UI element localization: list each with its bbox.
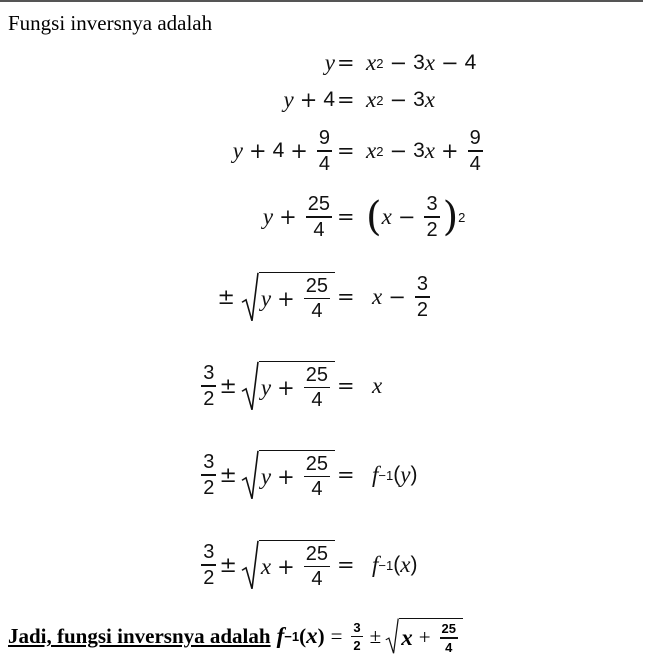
plus: + — [279, 205, 297, 229]
left-paren: ( — [366, 194, 382, 240]
equals-sign: = — [337, 139, 355, 163]
exponent: 2 — [458, 209, 466, 225]
fraction — [201, 541, 216, 589]
rhs — [372, 462, 417, 488]
fraction-bar — [317, 150, 332, 152]
numerator: 25 — [305, 452, 328, 475]
var-x: x — [366, 87, 377, 112]
coef: 3 — [413, 51, 425, 74]
fraction — [468, 127, 483, 175]
square-root — [385, 618, 463, 655]
numerator: 3 — [416, 273, 428, 296]
plus: + — [290, 139, 308, 163]
right-paren: ) — [410, 463, 418, 486]
fraction-bar — [351, 636, 362, 638]
lhs — [233, 127, 335, 175]
var-x: x — [400, 552, 411, 577]
plus: + — [277, 464, 295, 489]
equals-sign: = — [330, 623, 343, 648]
fraction-bar — [304, 476, 330, 478]
plus-minus: ± — [219, 553, 237, 577]
equals-sign: = — [337, 88, 355, 112]
numerator: 3 — [203, 541, 215, 564]
lhs — [211, 272, 335, 323]
equation-step-4 — [0, 187, 643, 247]
lhs — [263, 193, 335, 241]
inverse-exponent: −1 — [378, 467, 394, 483]
var-y: y — [260, 285, 272, 311]
fraction — [304, 453, 330, 501]
numerator: 25 — [305, 542, 328, 565]
left-paren: ( — [393, 553, 401, 576]
denominator: 4 — [311, 478, 323, 501]
numerator: 9 — [469, 127, 481, 150]
fraction — [440, 621, 458, 655]
var-x: x — [424, 50, 435, 75]
equation-step-5 — [0, 267, 643, 327]
plus-minus: ± — [219, 463, 237, 487]
fraction-bar — [304, 298, 330, 300]
numerator: 3 — [203, 362, 215, 385]
fraction-bar — [306, 216, 332, 218]
radicand — [399, 618, 463, 655]
fraction — [351, 620, 362, 654]
fraction-bar — [440, 637, 458, 639]
square-root — [241, 272, 335, 323]
denominator: 2 — [203, 476, 215, 499]
var-x: x — [366, 138, 377, 163]
radicand — [259, 272, 335, 323]
plus-minus: ± — [217, 285, 235, 309]
var-x: x — [372, 284, 383, 309]
equals-sign: = — [337, 51, 355, 75]
var-y: y — [400, 462, 411, 487]
denominator: 4 — [313, 218, 325, 241]
fraction — [424, 193, 439, 241]
intro-text: Fungsi inversnya adalah — [8, 11, 213, 35]
fraction-bar — [201, 564, 216, 566]
rhs — [366, 87, 435, 113]
rhs — [366, 193, 465, 241]
right-paren: ) — [410, 553, 418, 576]
plus: + — [277, 375, 295, 400]
radicand — [259, 361, 335, 412]
numerator: 25 — [441, 621, 456, 636]
left-paren: ( — [393, 463, 401, 486]
numerator: 9 — [318, 127, 330, 150]
equals-sign: = — [337, 285, 355, 309]
func-f: f — [372, 462, 379, 487]
plus: + — [277, 554, 295, 579]
denominator: 2 — [416, 298, 428, 321]
radical-sign-icon — [385, 618, 399, 655]
plus: + — [299, 88, 318, 112]
fraction — [306, 193, 332, 241]
minus: − — [397, 205, 416, 229]
exponent: 2 — [376, 55, 384, 71]
const: 4 — [323, 88, 335, 111]
plus-minus: ± — [369, 623, 382, 648]
rhs — [372, 273, 433, 321]
numerator: 3 — [426, 193, 438, 216]
var-x: x — [424, 138, 435, 163]
denominator: 4 — [445, 639, 453, 655]
lhs — [198, 361, 335, 412]
func-f: f — [372, 552, 379, 577]
equation-step-8 — [0, 535, 643, 595]
equation-step-3 — [0, 121, 643, 181]
square-root — [241, 450, 335, 501]
equals-sign: = — [337, 205, 355, 229]
equation-step-6 — [0, 356, 643, 416]
denominator: 4 — [318, 152, 330, 175]
radical-sign-icon — [241, 540, 259, 591]
var-x: x — [381, 204, 392, 229]
fraction — [304, 275, 330, 323]
fraction — [201, 451, 216, 499]
var-x: x — [424, 87, 435, 112]
lhs — [198, 450, 335, 501]
inverse-exponent: −1 — [284, 628, 300, 644]
coef: 3 — [413, 88, 425, 111]
lhs — [198, 540, 335, 591]
square-root — [241, 540, 335, 591]
denominator: 4 — [311, 568, 323, 591]
equals-sign: = — [337, 374, 355, 398]
lhs — [283, 87, 335, 113]
equals-sign: = — [337, 463, 355, 487]
numerator: 25 — [305, 363, 328, 386]
fraction — [317, 127, 332, 175]
radical-sign-icon — [241, 272, 259, 323]
exponent: 2 — [376, 143, 384, 159]
minus: − — [389, 88, 408, 112]
var-y: y — [283, 87, 294, 112]
fraction — [304, 543, 330, 591]
equals-sign: = — [337, 553, 355, 577]
var-y: y — [262, 204, 274, 229]
minus: − — [388, 285, 406, 309]
var-y: y — [260, 374, 272, 400]
plus: + — [418, 625, 431, 650]
numerator: 25 — [307, 193, 330, 216]
var-x: x — [372, 373, 383, 398]
fraction-bar — [468, 150, 483, 152]
right-paren: ) — [442, 194, 459, 240]
denominator: 4 — [311, 389, 323, 412]
rhs — [372, 373, 382, 399]
coef: 3 — [413, 139, 425, 162]
rhs — [372, 552, 417, 578]
var-x: x — [366, 50, 377, 75]
plus: + — [277, 286, 295, 311]
fraction-bar — [201, 474, 216, 476]
radicand — [259, 450, 335, 501]
fraction — [304, 364, 330, 412]
denominator: 2 — [203, 387, 215, 410]
fraction-bar — [304, 387, 330, 389]
var-y: y — [260, 463, 272, 489]
plus-minus: ± — [219, 374, 237, 398]
equation-step-7 — [0, 445, 643, 505]
radical-sign-icon — [241, 361, 259, 412]
right-paren: ) — [317, 623, 325, 648]
exponent: 2 — [376, 92, 384, 108]
denominator: 4 — [469, 152, 481, 175]
var-y: y — [324, 50, 335, 75]
denominator: 4 — [311, 300, 323, 323]
left-paren: ( — [299, 623, 307, 648]
inverse-exponent: −1 — [378, 557, 394, 573]
var-x: x — [306, 623, 318, 649]
radical-sign-icon — [241, 450, 259, 501]
var-x: x — [401, 624, 413, 650]
conclusion-label: Jadi, fungsi inversnya adalah — [8, 623, 271, 648]
var-y: y — [232, 138, 243, 163]
numerator: 3 — [353, 619, 361, 635]
numerator: 3 — [203, 451, 215, 474]
numerator: 25 — [305, 274, 328, 297]
var-x: x — [260, 553, 272, 579]
rhs — [366, 127, 486, 175]
minus: − — [440, 51, 459, 75]
fraction — [415, 273, 430, 321]
minus: − — [389, 139, 408, 163]
square-root — [241, 361, 335, 412]
denominator: 2 — [426, 218, 438, 241]
denominator: 2 — [353, 638, 361, 653]
radicand — [259, 540, 335, 591]
fraction-bar — [304, 566, 330, 568]
func-f: f — [276, 623, 285, 649]
minus: − — [389, 51, 408, 75]
const: 4 — [272, 139, 285, 162]
conclusion — [8, 618, 463, 655]
denominator: 2 — [203, 566, 215, 589]
const: 4 — [464, 51, 477, 74]
fraction-bar — [201, 385, 216, 387]
fraction-bar — [424, 216, 439, 218]
plus: + — [440, 139, 459, 163]
fraction-bar — [415, 296, 430, 298]
fraction — [201, 362, 216, 410]
plus: + — [248, 139, 267, 163]
